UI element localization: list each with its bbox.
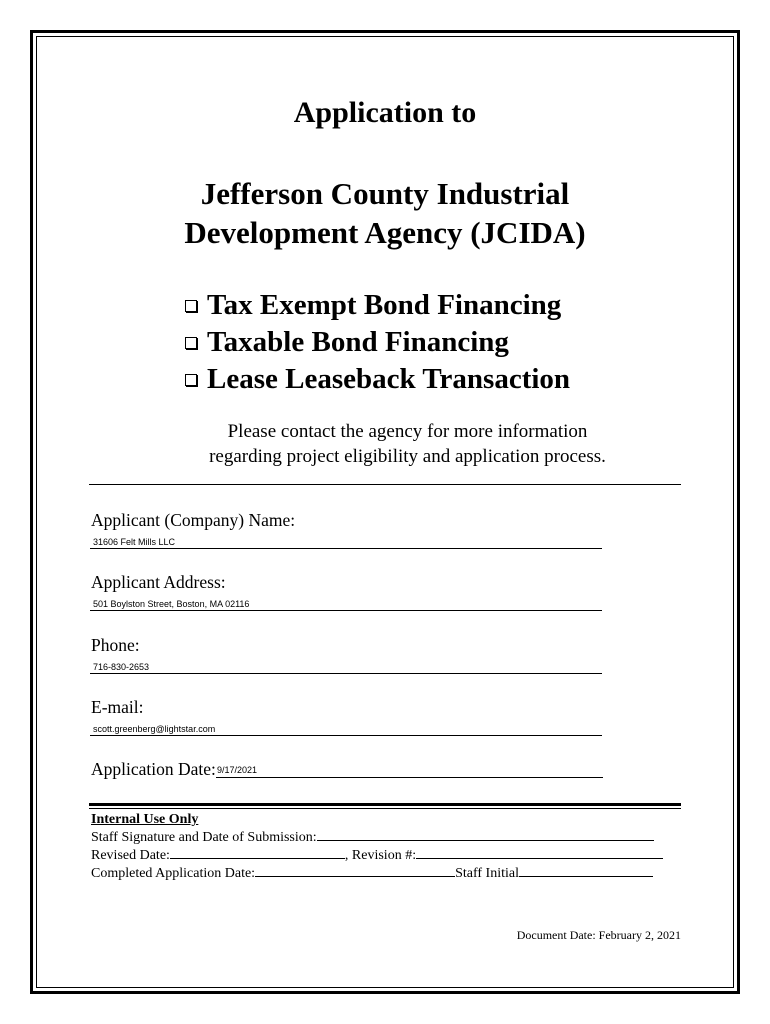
phone-label: Phone: — [91, 635, 140, 655]
option-label: Tax Exempt Bond Financing — [207, 289, 562, 321]
completed-date-label: Completed Application Date: — [91, 866, 256, 881]
address-field[interactable] — [90, 597, 602, 611]
option-label: Taxable Bond Financing — [207, 326, 509, 358]
title-application-to: Application to — [293, 96, 477, 129]
contact-note — [0, 419, 770, 469]
checkbox-icon[interactable] — [185, 374, 197, 386]
contact-note-line1: Please contact the agency for more information — [227, 421, 588, 442]
divider-thick — [89, 803, 681, 806]
divider-thin — [89, 808, 681, 809]
agency-title-line1: Jefferson County Industrial — [200, 176, 570, 211]
checkbox-icon[interactable] — [185, 300, 197, 312]
email-value: scott.greenberg@lightstar.com — [93, 724, 216, 734]
application-date-label: Application Date: — [91, 759, 216, 779]
staff-signature-field[interactable] — [317, 829, 654, 841]
option-tax-exempt-bond[interactable] — [185, 287, 570, 324]
phone-value: 716-830-2653 — [93, 662, 150, 672]
checkbox-icon[interactable] — [185, 337, 197, 349]
revision-field[interactable] — [416, 847, 663, 859]
address-label: Applicant Address: — [91, 572, 226, 592]
address-value: 501 Boylston Street, Boston, MA 02116 — [93, 599, 250, 609]
completed-date-row — [91, 865, 663, 883]
document-date: Document Date: February 2, 2021 — [516, 928, 681, 942]
internal-use-section — [91, 811, 663, 883]
company-name-field[interactable] — [90, 535, 602, 549]
company-name-label: Applicant (Company) Name: — [91, 510, 296, 530]
completed-date-field[interactable] — [255, 865, 455, 877]
agency-title — [0, 174, 770, 252]
application-date-value: 9/17/2021 — [217, 765, 258, 775]
email-label: E-mail: — [91, 697, 144, 717]
contact-note-line2: regarding project eligibility and application process. — [209, 446, 606, 467]
option-lease-leaseback[interactable] — [185, 361, 570, 398]
company-name-value: 31606 Felt Mills LLC — [93, 537, 176, 547]
option-taxable-bond[interactable] — [185, 324, 570, 361]
staff-signature-label: Staff Signature and Date of Submission: — [91, 830, 317, 845]
revised-date-label: Revised Date: — [91, 848, 170, 863]
staff-initial-label: Staff Initial — [455, 866, 519, 881]
phone-field[interactable] — [90, 660, 602, 674]
internal-use-heading: Internal Use Only — [91, 812, 199, 827]
agency-title-line2: Development Agency (JCIDA) — [184, 215, 586, 250]
option-label: Lease Leaseback Transaction — [207, 363, 571, 395]
revised-date-field[interactable] — [170, 847, 345, 859]
staff-signature-row — [91, 829, 663, 847]
staff-initial-field[interactable] — [519, 865, 653, 877]
email-field[interactable] — [90, 722, 602, 736]
revision-label: , Revision #: — [344, 848, 417, 863]
divider — [89, 484, 681, 485]
financing-options — [185, 287, 570, 398]
revised-date-row — [91, 847, 663, 865]
application-date-field[interactable] — [216, 763, 603, 778]
